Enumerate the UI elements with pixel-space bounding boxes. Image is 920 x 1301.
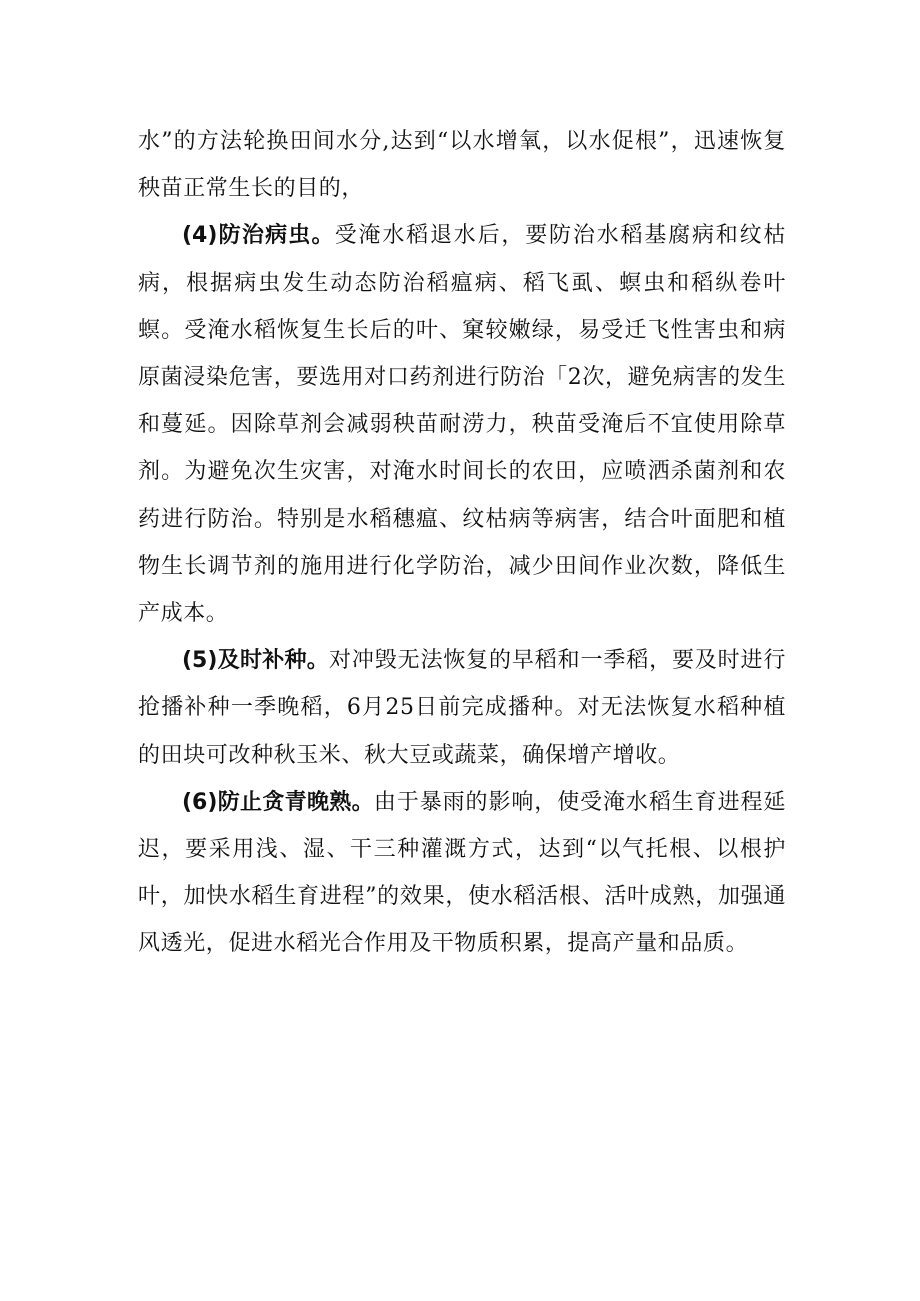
section-heading-pest-control: (4)防治病虫。 (182, 223, 335, 249)
section-heading-replanting: (5)及时补种。 (182, 648, 329, 674)
paragraph-pest-control (138, 212, 786, 637)
paragraph-body: 由于暴雨的影响，使受淹水稻生育进程延迟，要采用浅、湿、干三种灌溉方式，达到“以气托根、以根护叶，加快水稻生育进程”的效果，使水稻活根、活叶成熟，加强通风透光，促进水稻光合作用及干物质积累，提高产量和品质。 (138, 789, 786, 957)
paragraph-body: 受淹水稻退水后，要防治水稻基腐病和纹枯病，根据病虫发生动态防治稻瘟病、稻飞虱、螟虫和稻纵卷叶螟。受淹水稻恢复生长后的叶、窠较嫩绿，易受迁飞性害虫和病原菌浸染危害，要选用对口药剂进行防治「2次，避免病害的发生和蔓延。因除草剂会减弱秧苗耐涝力，秧苗受淹后不宜使用除草剂。为避免次生灾害，对淹水时间长的农田，应喷洒杀菌剂和农药进行防治。特别是水稻穗瘟、纹枯病等病害，结合叶面肥和植物生长调节剂的施用进行化学防治，减少田间作业次数，降低生产成本。 (138, 223, 786, 627)
document-page (138, 118, 786, 968)
paragraph-late-maturity (138, 779, 786, 968)
paragraph-body: 水”的方法轮换田间水分,达到“以水增氧，以水促根”，迅速恢复秧苗正常生长的目的， (138, 129, 786, 202)
paragraph-replanting (138, 637, 786, 779)
paragraph-body: 对冲毁无法恢复的早稻和一季稻，要及时进行抢播补种一季晚稻，6月25日前完成播种。对无法恢复水稻种植的田块可改种秋玉米、秋大豆或蔬菜，确保增产增收。 (138, 648, 786, 768)
paragraph-continuation (138, 118, 786, 212)
section-heading-late-maturity: (6)防止贪青晚熟。 (182, 789, 374, 815)
